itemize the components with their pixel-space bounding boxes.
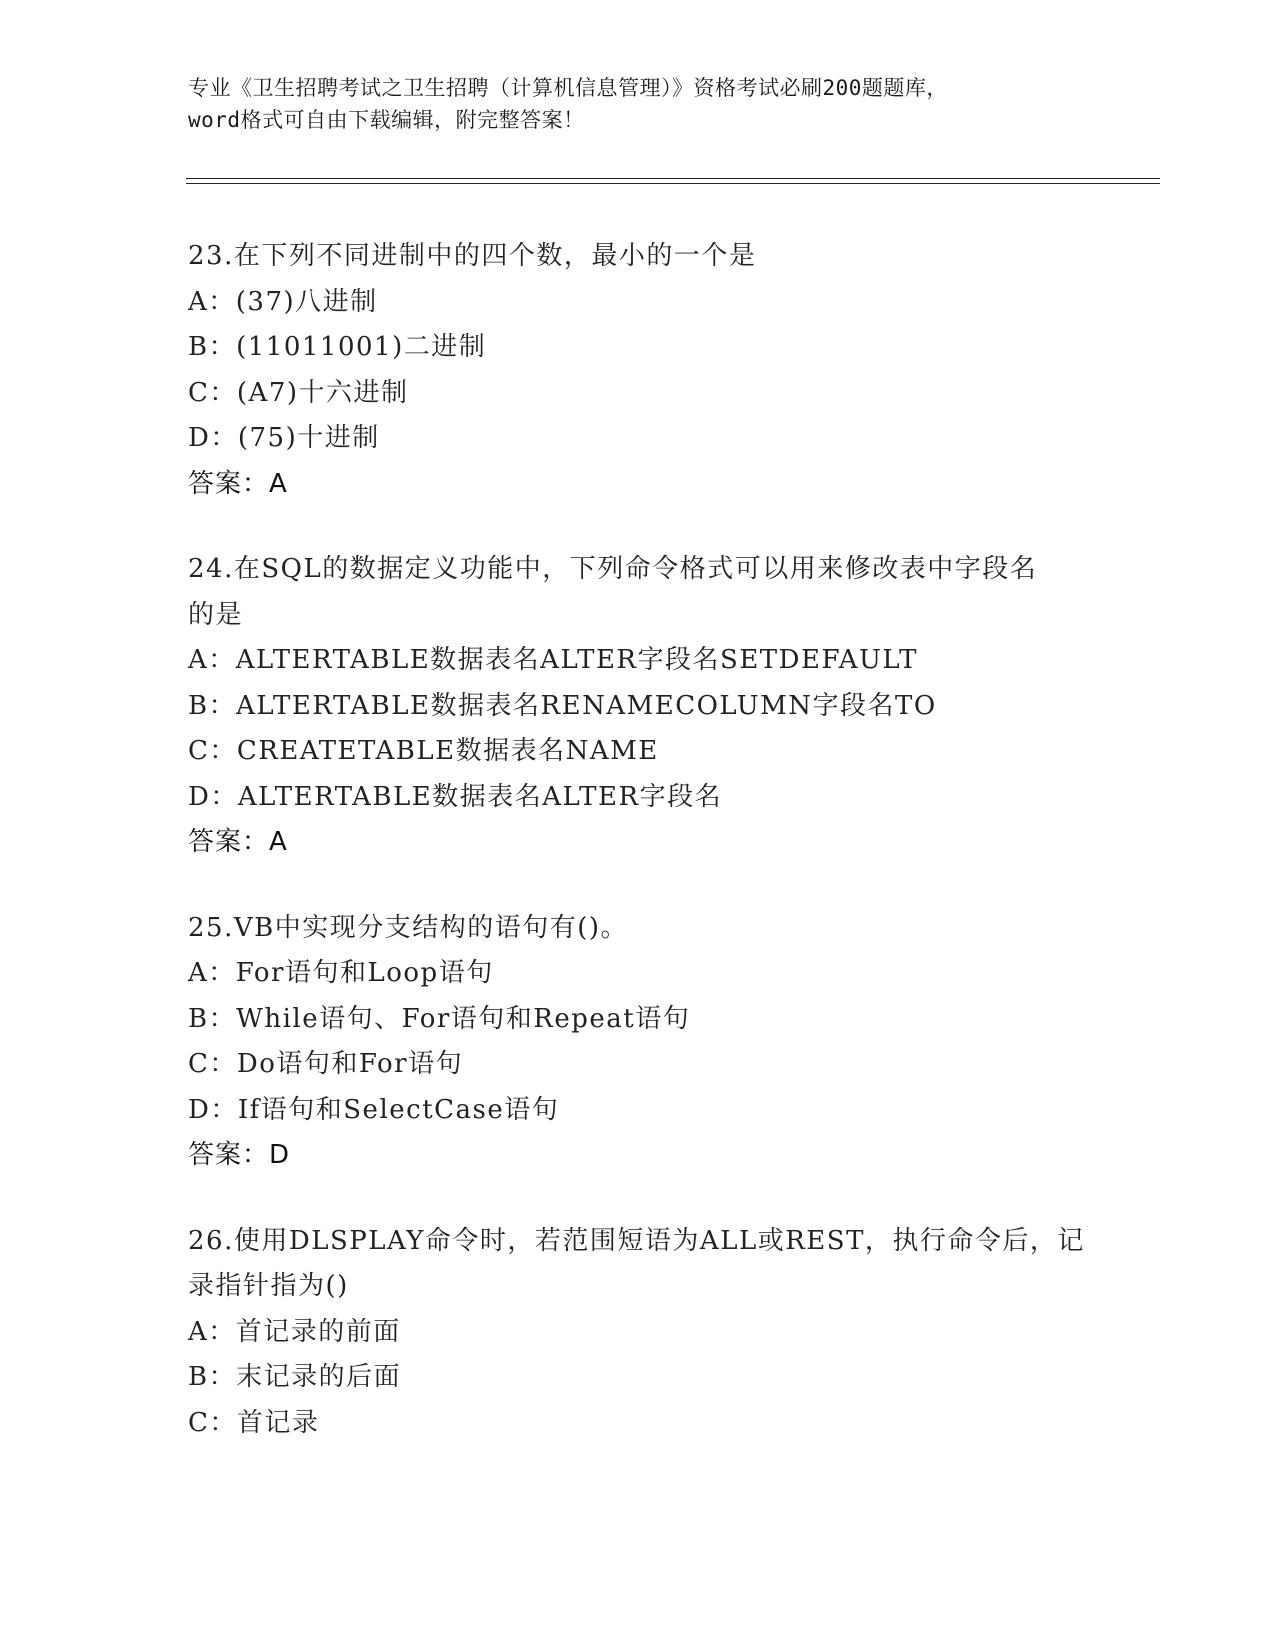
option-a: A：ALTERTABLE数据表名ALTER字段名SETDEFAULT: [188, 645, 918, 675]
option-a: A：For语句和Loop语句: [188, 958, 494, 988]
option-d: D：ALTERTABLE数据表名ALTER字段名: [188, 781, 723, 812]
option-b: B：(11011001)二进制: [188, 332, 487, 362]
question-stem-continued: 的是: [188, 599, 244, 630]
question-stem: 23.在下列不同进制中的四个数，最小的一个是: [188, 241, 757, 271]
header-divider-bottom: [186, 183, 1160, 184]
question-23: [188, 234, 1088, 507]
question-list: [188, 234, 1088, 1486]
document-header: [188, 72, 1088, 136]
question-24: [188, 547, 1088, 866]
option-d: D：(75)十进制: [188, 423, 380, 453]
question-stem: 26.使用DLSPLAY命令时，若范围短语为ALL或REST，执行命令后，记: [188, 1225, 1085, 1256]
header-title-line-1: 专业《卫生招聘考试之卫生招聘（计算机信息管理）》资格考试必刷200题题库，: [188, 76, 948, 100]
option-c: C：(A7)十六进制: [188, 377, 409, 408]
option-c: C：首记录: [188, 1407, 320, 1438]
question-26: [188, 1219, 1088, 1447]
question-stem: 25.VB中实现分支结构的语句有()。: [188, 912, 629, 943]
answer: 答案：A: [188, 468, 288, 499]
option-a: A：(37)八进制: [188, 286, 378, 317]
option-b: B：While语句、For语句和Repeat语句: [188, 1003, 691, 1034]
answer: 答案：D: [188, 1140, 291, 1170]
header-divider-top: [186, 178, 1160, 179]
question-25: [188, 906, 1088, 1179]
option-b: B：末记录的后面: [188, 1362, 402, 1392]
answer: 答案：A: [188, 827, 288, 857]
option-c: C：Do语句和For语句: [188, 1049, 464, 1079]
option-a: A：首记录的前面: [188, 1316, 401, 1347]
option-d: D：If语句和SelectCase语句: [188, 1094, 560, 1125]
header-title-line-2: word格式可自由下载编辑，附完整答案！: [188, 108, 585, 132]
question-stem: 24.在SQL的数据定义功能中，下列命令格式可以用来修改表中字段名: [188, 554, 1038, 584]
question-stem-continued: 录指针指为(): [188, 1271, 349, 1301]
option-c: C：CREATETABLE数据表名NAME: [188, 736, 659, 766]
option-b: B：ALTERTABLE数据表名RENAMECOLUMN字段名TO: [188, 690, 937, 721]
